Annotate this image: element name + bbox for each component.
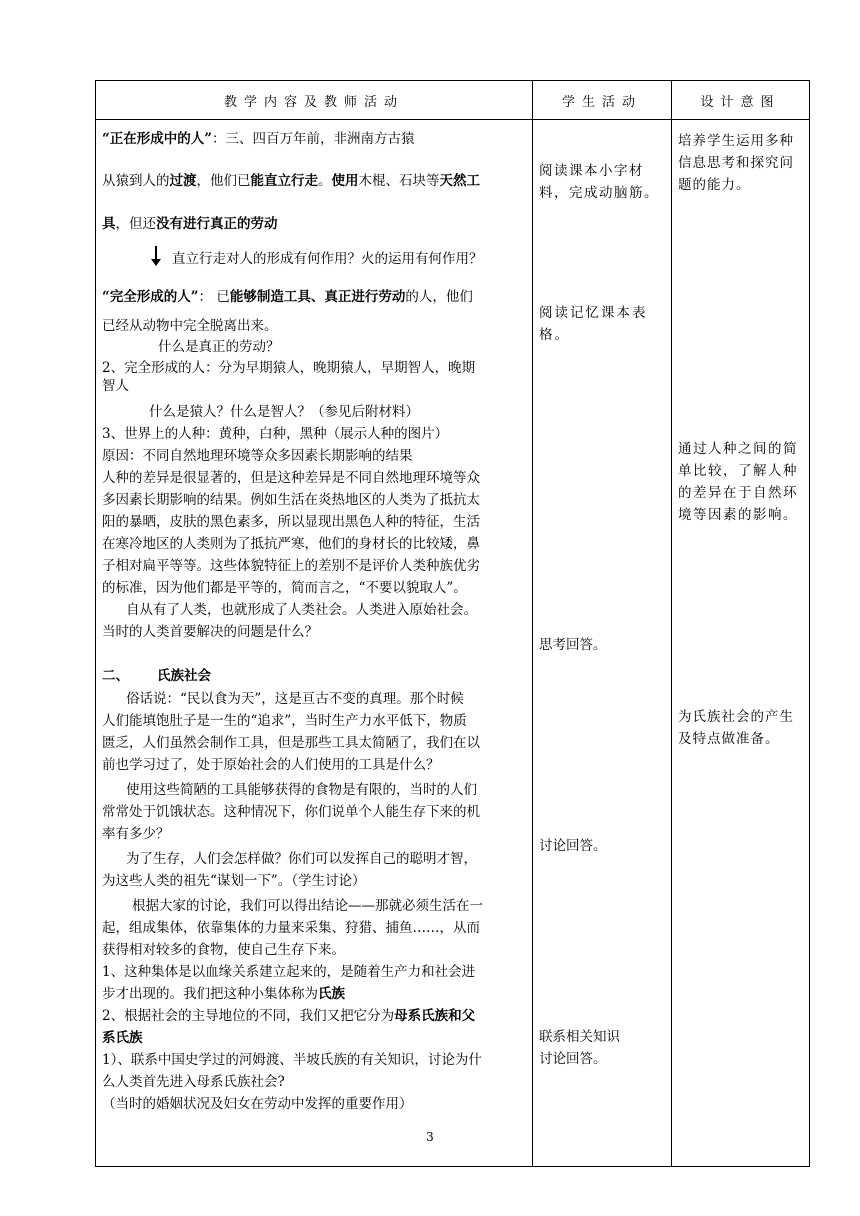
design-intent-1: 培养学生运用多种信息思考和探究问题的能力。: [678, 133, 794, 193]
content-line: 匮乏，人们虽然会制作工具，但是那些工具太简陋了，我们在以: [102, 735, 480, 751]
content-line: 1、这种集体是以血缘关系建立起来的，是随着生产力和社会进: [102, 964, 476, 980]
content-line: 常常处于饥饿状态。这种情况下，你们说单个人能生存下来的机: [102, 804, 480, 820]
student-activity-3: 思考回答。: [539, 637, 607, 653]
table-body-row: [96, 120, 810, 1167]
teacher-activity-cell: [96, 120, 533, 1167]
student-activity-4: 讨论回答。: [539, 838, 607, 854]
content-line: 多因素长期影响的结果。例如生活在炎热地区的人类为了抵抗太: [102, 492, 480, 508]
content-line: 前也学习过了，处于原始社会的人们使用的工具是什么？: [102, 757, 440, 773]
student-activity-5: 联系相关知识 讨论回答。: [539, 1029, 620, 1067]
down-arrow-icon: [155, 246, 157, 260]
content-line: 自从有了人类，也就形成了人类社会。人类进入原始社会。: [126, 602, 477, 618]
content-line: 俗话说：“民以食为天”，这是亘古不变的真理。那个时候: [126, 691, 464, 707]
content-line: 为这些人类的祖先“谋划一下”。（学生讨论）: [102, 873, 366, 889]
content-line: 系氏族: [102, 1030, 143, 1046]
content-line: 子相对扁平等等。这些体貌特征上的差别不是评价人类种族优劣: [102, 558, 480, 574]
design-intent-3: 为氏族社会的产生及特点做准备。: [678, 709, 794, 747]
content-line: 为了生存，人们会怎样做？你们可以发挥自己的聪明才智，: [126, 851, 477, 867]
content-line: 率有多少？: [102, 826, 170, 842]
content-line: 1）、联系中国史学过的河姆渡、半坡氏族的有关知识，讨论为什: [102, 1052, 482, 1068]
content-line: 什么是猿人？什么是智人？（参见后附材料）: [149, 404, 419, 420]
content-line: 在寒冷地区的人类则为了抵抗严寒，他们的身材长的比较矮，鼻: [102, 536, 480, 552]
section-heading: 二、 氏族社会: [102, 668, 211, 684]
content-line: 3、世界上的人种：黄种，白种，黑种（展示人种的图片）: [102, 426, 449, 442]
content-line: 已经从动物中完全脱离出来。: [102, 318, 278, 334]
content-line: 使用这些简陋的工具能够获得的食物是有限的，当时的人们: [126, 782, 477, 798]
lesson-plan-table: [95, 80, 810, 1167]
content-line: 么人类首先进入母系氏族社会?: [102, 1074, 285, 1090]
header-design-intent: 设计意图: [672, 81, 810, 120]
content-line: 起，组成集体，依靠集体的力量来采集、狩猎、捕鱼……，从而: [102, 920, 480, 936]
content-line: 2、完全形成的人：分为早期猿人，晚期猿人，早期智人，晚期: [102, 360, 476, 376]
content-line: （当时的婚姻状况及妇女在劳动中发挥的重要作用）: [102, 1096, 413, 1112]
table-header-row: [96, 81, 810, 120]
student-activity-1: 阅读课本小字材料，完成动脑筋。: [539, 163, 659, 201]
content-line: 人种的差异是很显著的，但是这种差异是不同自然地理环境等众: [102, 470, 480, 486]
content-line: 智人: [102, 378, 129, 394]
content-line: 从猿到人的过渡，他们已能直立行走。使用木棍、石块等天然工: [102, 173, 480, 189]
content-line: 原因：不同自然地理环境等众多因素长期影响的结果: [102, 448, 413, 464]
content-line: 什么是真正的劳动？: [158, 339, 280, 355]
content-line: 人们能填饱肚子是一生的“追求”，当时生产力水平低下，物质: [102, 713, 467, 729]
content-line: 根据大家的讨论，我们可以得出结论——那就必须生活在一: [132, 898, 483, 914]
page-number: 3: [426, 1130, 434, 1144]
header-teacher-activity: 教学内容及教师活动: [96, 81, 533, 120]
design-intent-cell: [672, 120, 810, 1167]
content-line: 的标准，因为他们都是平等的，简而言之，“不要以貌取人”。: [102, 580, 467, 596]
content-line: 2、根据社会的主导地位的不同，我们又把它分为母系氏族和父: [102, 1008, 476, 1024]
content-line: 直立行走对人的形成有何作用？火的运用有何作用？: [172, 251, 483, 267]
content-line: 阳的暴晒，皮肤的黑色素多，所以显现出黑色人种的特征，生活: [102, 514, 480, 530]
content-line: 获得相对较多的食物，使自己生存下来。: [102, 942, 345, 958]
header-student-activity: 学生活动: [533, 81, 672, 120]
content-line: “完全形成的人”： 已能够制造工具、真正进行劳动的人，他们: [102, 289, 473, 305]
content-line: 具，但还没有进行真正的劳动: [102, 216, 278, 232]
content-line: “正在形成中的人”：三、四百万年前，非洲南方古猿: [102, 131, 415, 147]
content-line: 步才出现的。我们把这种小集体称为氏族: [102, 986, 345, 1002]
student-activity-cell: [533, 120, 672, 1167]
content-line: 当时的人类首要解决的问题是什么？: [102, 624, 318, 640]
design-intent-2: 通过人种之间的简单比较，了解人种的差异在于自然环境等因素的影响。: [678, 441, 798, 523]
student-activity-2: 阅读记忆课本表格。: [539, 305, 648, 343]
